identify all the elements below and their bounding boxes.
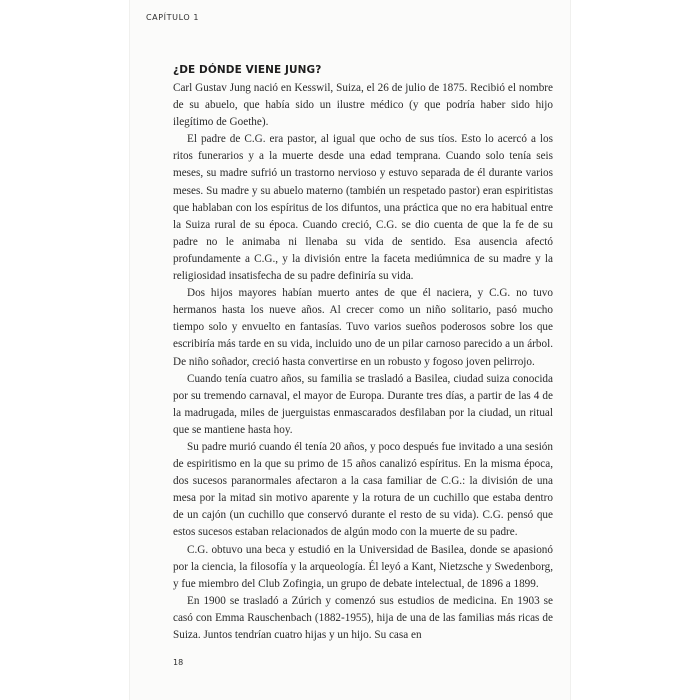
book-page bbox=[130, 0, 570, 700]
paragraph: En 1900 se trasladó a Zúrich y comenzó sus estudios de medicina. En 1903 se casó con Emma Rauschenbach (1882-1955), hija de una de las familias más ricas de Suiza. Juntos tendrían cuatro hijas y un hijo. Su casa en bbox=[173, 594, 553, 641]
paragraph: Cuando tenía cuatro años, su familia se trasladó a Basilea, ciudad suiza conocida por su tremendo carnaval, el mayor de Europa. Durante tres días, a partir de las 4 de la madrugada, miles de juerguistas enmascarados desfilaban por la ciudad, un ritual que se mantiene hasta hoy. bbox=[173, 372, 553, 436]
section-heading: ¿DE DÓNDE VIENE JUNG? bbox=[173, 64, 322, 76]
chapter-label: CAPÍTULO 1 bbox=[146, 13, 200, 22]
paragraph: El padre de C.G. era pastor, al igual que ocho de sus tíos. Esto lo acercó a los ritos funerarios y a la muerte desde una edad temprana. Cuando solo tenía seis meses, su madre sufrió un trastorno nervioso y estuvo separada de él durante varios meses. Su madre y su abuelo materno (también un respetado pastor) eran espiritistas que hablaban con los espíritus de los difuntos, una práctica que no era habitual entre la Suiza rural de su época. Cuando creció, C.G. se dio cuenta de que la fe de su padre no le animaba ni llenaba su vida de sentido. Esa ausencia afectó profundamente a C.G., y la división entre la faceta mediúmnica de su madre y la religiosidad insatisfecha de su padre definiría su vida. bbox=[173, 133, 553, 283]
page-number: 18 bbox=[173, 658, 184, 667]
paragraph: Carl Gustav Jung nació en Kesswil, Suiza, el 26 de julio de 1875. Recibió el nombre de su abuelo, que había sido un ilustre médico (y que podría haber sido hijo ilegítimo de Goethe). bbox=[173, 82, 553, 129]
paragraph: C.G. obtuvo una beca y estudió en la Universidad de Basilea, donde se apasionó por la ciencia, la filosofía y la arqueología. Él leyó a Kant, Nietzsche y Swedenborg, y fue miembro del Club Zofingia, un grupo de debate intelectual, de 1896 a 1899. bbox=[173, 543, 553, 590]
paragraph: Su padre murió cuando él tenía 20 años, y poco después fue invitado a una sesión de espiritismo en la que su primo de 15 años canalizó espíritus. En la misma época, dos sucesos paranormales afectaron a la casa familiar de C.G.: la división de una mesa por la mitad sin motivo aparente y la rotura de un cuchillo que estaba dentro de un cajón (un cuchillo que conservó durante el resto de su vida). C.G. pensó que estos sucesos estaban relacionados de algún modo con la muerte de su padre. bbox=[173, 440, 553, 539]
paragraph: Dos hijos mayores habían muerto antes de que él naciera, y C.G. no tuvo hermanos hasta los nueve años. Al crecer como un niño solitario, pasó mucho tiempo solo y envuelto en fantasías. Tuvo varios sueños poderosos sobre los que escribiría más tarde en su vida, incluido uno de un pilar carnoso parecido a un árbol. De niño soñador, creció hasta convertirse en un robusto y fogoso joven pelirrojo. bbox=[173, 287, 553, 368]
page-content bbox=[173, 64, 553, 644]
